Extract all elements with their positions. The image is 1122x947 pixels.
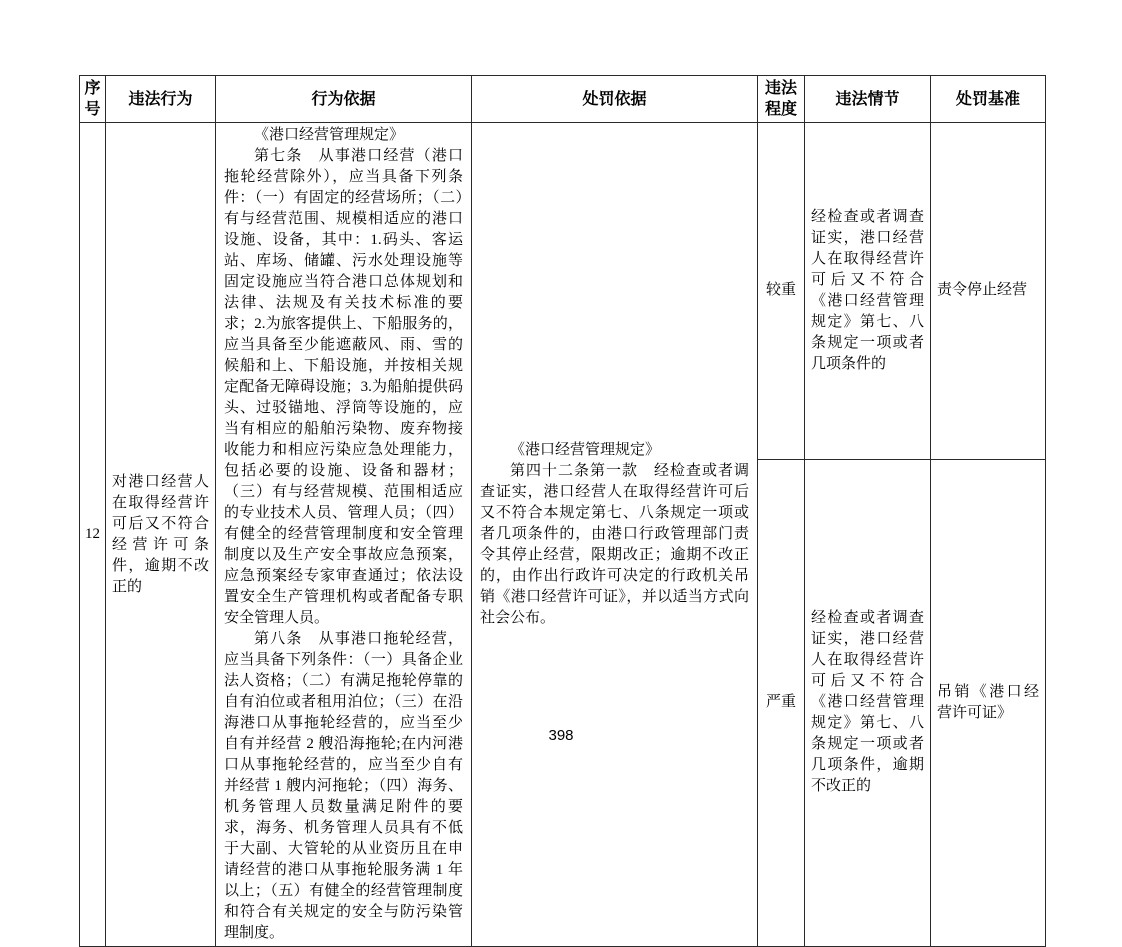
header-circumstances: 违法情节 bbox=[805, 76, 931, 123]
cell-penalty-basis bbox=[472, 123, 758, 947]
header-conduct-basis: 行为依据 bbox=[216, 76, 472, 123]
conduct-basis-article7: 第七条 从事港口经营（港口拖轮经营除外），应当具备下列条件：（一）有固定的经营场所；（二）有与经营范围、规模相适应的港口设施、设备，其中：1.码头、客运站、库场、储罐、污水处理设施等固定设施应当符合港口总体规划和法律、法规及有关技术标准的要求；2.为旅客提供上、下船服务的，应当具备至少能遮蔽风、雨、雪的候船和上、下船设施，并按相关规定配备无障碍设施；3.为船舶提供码头、过驳锚地、浮筒等设施的，应当有相应的船舶污染物、废弃物接收能力和相应污染应急处理能力，包括必要的设施、设备和器材；（三）有与经营规模、范围相适应的专业技术人员、管理人员；（四）有健全的经营管理制度和安全管理制度以及生产安全事故应急预案，应急预案经专家审查通过；依法设置安全生产管理机构或者配备专职安全管理人员。 bbox=[224, 148, 463, 626]
header-severity: 违法程度 bbox=[758, 76, 805, 123]
circumstances-serious-text: 经检查或者调查证实，港口经营人在取得经营许可后又不符合《港口经营管理规定》第七、八条规定一项或者几项条件，逾期不改正的 bbox=[811, 610, 924, 795]
table-row-severity-moderate bbox=[80, 123, 1046, 460]
cell-circumstances-moderate bbox=[805, 123, 931, 460]
conduct-basis-article8: 第八条 从事港口拖轮经营，应当具备下列条件：（一）具备企业法人资格；（二）有满足拖轮停靠的自有泊位或者租用泊位；（三）在沿海港口从事拖轮经营的，应当至少自有并经营 2 艘沿海拖轮;在内河港口从事拖轮经营的，应当至少自有并经营 1 艘内河拖轮；（四）海务、机务管理人员数量满足附件的要求，海务、机务管理人员具有不低于大副、大管轮的从业资历且在申请经营的港口从事拖轮服务满 1 年以上；（五）有健全的经营管理制度和符合有关规定的安全与防污染管理制度。 bbox=[224, 631, 463, 941]
cell-seq-number: 12 bbox=[80, 123, 106, 947]
header-seq: 序号 bbox=[80, 76, 106, 123]
cell-benchmark-moderate bbox=[931, 123, 1046, 460]
page-number: 398 bbox=[548, 727, 574, 744]
cell-benchmark-serious bbox=[931, 459, 1046, 946]
cell-violation bbox=[106, 123, 216, 947]
benchmark-moderate-text: 责令停止经营 bbox=[937, 282, 1028, 299]
conduct-basis-title: 《港口经营管理规定》 bbox=[254, 127, 405, 143]
cell-severity-serious: 严重 bbox=[758, 459, 805, 946]
benchmark-serious-text: 吊销《港口经营许可证》 bbox=[937, 683, 1039, 721]
header-penalty-basis: 处罚依据 bbox=[472, 76, 758, 123]
cell-circumstances-serious bbox=[805, 459, 931, 946]
cell-conduct-basis bbox=[216, 123, 472, 947]
cell-severity-moderate: 较重 bbox=[758, 123, 805, 460]
circumstances-moderate-text: 经检查或者调查证实，港口经营人在取得经营许可后又不符合《港口经营管理规定》第七、八条规定一项或者几项条件的 bbox=[811, 208, 924, 372]
violation-text: 对港口经营人在取得经营许可后又不符合经营许可条件，逾期不改正的 bbox=[112, 473, 209, 595]
table-header-row bbox=[80, 76, 1046, 123]
penalty-standards-table bbox=[79, 75, 1046, 947]
header-violation: 违法行为 bbox=[106, 76, 216, 123]
penalty-basis-title: 《港口经营管理规定》 bbox=[510, 442, 661, 458]
header-benchmark: 处罚基准 bbox=[931, 76, 1046, 123]
penalty-basis-article42: 第四十二条第一款 经检查或者调查证实，港口经营人在取得经营许可后又不符合本规定第七、八条规定一项或者几项条件的，由港口行政管理部门责令其停止经营，限期改正；逾期不改正的，由作出行政许可决定的行政机关吊销《港口经营许可证》，并以适当方式向社会公布。 bbox=[480, 463, 749, 626]
